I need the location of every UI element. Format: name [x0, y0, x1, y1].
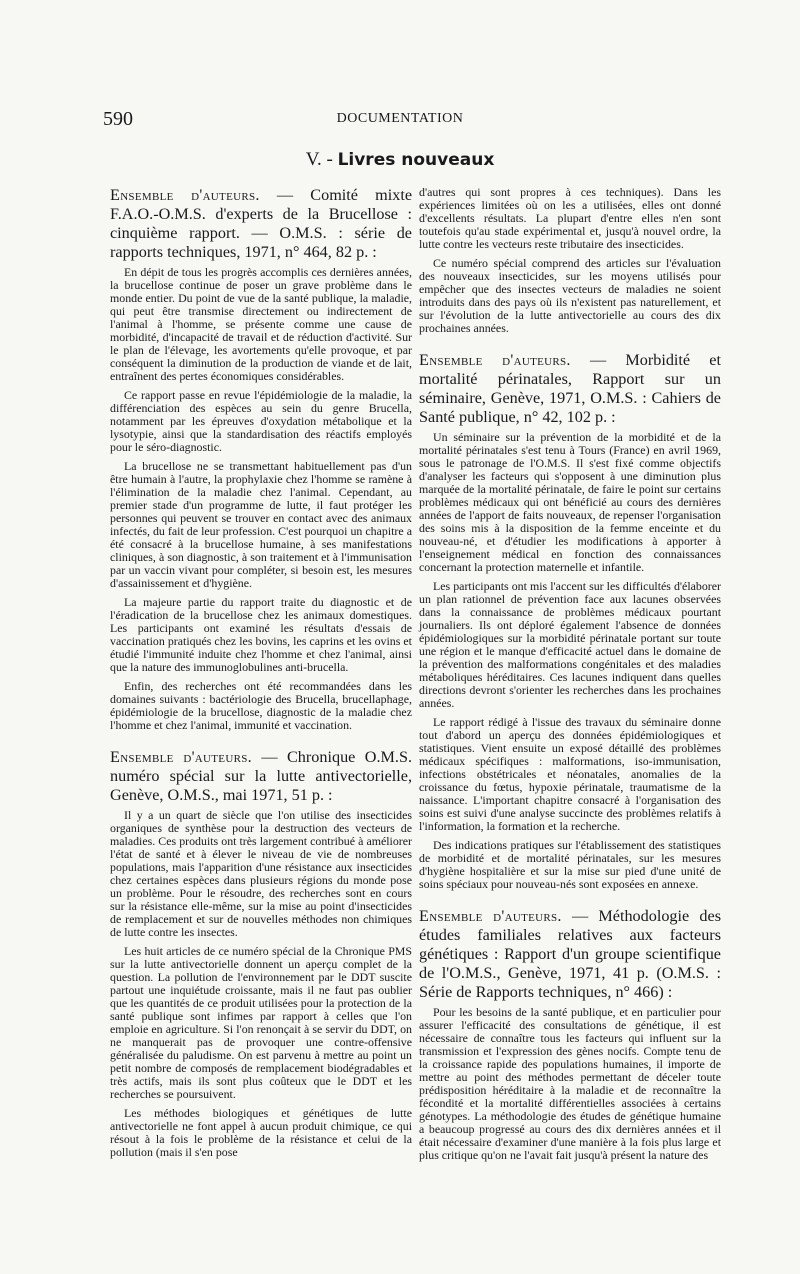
paragraph: La brucellose ne se transmettant habituellement pas d'un être humain à l'autre, la prophylaxie chez l'homme se ramène à l'élimination de la maladie chez l'animal. Cependant, au premier stade d'un programme de lutte, il faut protéger les personnes qui peuvent se trouver en contact avec des animaux infectés, du fait de leur profession. C'est pourquoi un chapitre a été consacré à la brucellose humaine, à ses manifestations cliniques, à son diagnostic, à son traitement et à l'immunisation par un vaccin vivant pour compléter, si besoin est, les mesures d'assainissement et d'hygiène.: [110, 459, 412, 590]
right-column: [419, 186, 721, 1168]
paragraph: Pour les besoins de la santé publique, et en particulier pour assurer l'efficacité des consultations de génétique, il est nécessaire de connaître tous les facteurs qui influent sur la transmission et l'expression des gènes nocifs. Compte tenu de la croissance rapide des populations humaines, il importe de mettre au point des méthodes permettant de déceler toute prédisposition héréditaire à la maladie et de reconnaître la fécondité et la mortalité différentielles associées à certains génotypes. La méthodologie des études de génétique humaine a beaucoup progressé au cours des dix dernières années et il était nécessaire d'examiner d'une manière à la fois plus large et plus critique qu'on ne l'avait fait jusqu'à présent la nature des: [419, 1005, 721, 1162]
entry-heading: [110, 186, 412, 262]
section-title-text: Livres nouveaux: [337, 150, 495, 170]
paragraph: Un séminaire sur la prévention de la morbidité et de la mortalité périnatales s'est tenu à Tours (France) en avril 1969, sous le patronage de l'O.M.S. Il s'est fixé comme objectifs d'analyser les facteurs qui s'opposent à une diminution plus marquée de la mortalité périnatale, de faire le point sur certains problèmes médicaux qui ont bénéficié au cours des dernières années de l'apport de faits nouveaux, de repenser l'organisation des soins mis à la disposition de la femme enceinte et du nouveau-né, et d'étudier les modifications à apporter à l'enseignement médical en fonction des connaissances concernant la protection maternelle et infantile.: [419, 430, 721, 574]
page-number: 590: [103, 108, 133, 130]
entry-heading: [419, 351, 721, 427]
paragraph: La majeure partie du rapport traite du diagnostic et de l'éradication de la brucellose chez les animaux domestiques. Les participants ont examiné les résultats d'essais de vaccination pratiqués chez les bovins, les caprins et les ovins et étudié l'immunité induite chez l'homme et chez l'animal, ainsi que la nature des immunoglobulines anti-brucella.: [110, 595, 412, 674]
paragraph: Les méthodes biologiques et génétiques de lutte antivectorielle ne font appel à aucun produit chimique, ce qui résout à la fois le problème de la résistance et celui de la pollution (mais il s'en pose: [110, 1106, 412, 1159]
paragraph: Les huit articles de ce numéro spécial de la Chronique PMS sur la lutte antivectorielle donnent un aperçu complet de la question. La pollution de l'environnement par le DDT suscite partout une inquiétude croissante, mais il ne faut pas oublier que les quantités de ce produit utilisées pour la protection de la santé publique sont infimes par rapport à celles que l'on emploie en agriculture. Si l'on renonçait à se servir du DDT, on ne manquerait pas de provoquer une contre-offensive généralisée du paludisme. On est parvenu à mettre au point un petit nombre de composés de remplacement biodégradables et très actifs, mais ils sont plus coûteux que le DDT et les recherches se poursuivent.: [110, 944, 412, 1101]
entry-title: — Chronique O.M.S. numéro spécial sur la lutte antivectorielle, Genève, O.M.S., mai 1971, 51 p. :: [110, 748, 412, 804]
entry-author: Ensemble d'auteurs.: [110, 186, 260, 204]
entry-title: — Méthodologie des études familiales relatives aux facteurs génétiques : Rapport d'un groupe scientifique de l'O.M.S., Genève, 1971, 41 p. (O.M.S. : Série de Rapports techniques, n° 466) :: [419, 907, 721, 1001]
paragraph: Les participants ont mis l'accent sur les difficultés d'élaborer un plan rationnel de prévention face aux lacunes observées dans la connaissance de problèmes médicaux pourtant journaliers. Ils ont déploré également l'absence de données épidémiologiques sur la morbidité périnatale portant sur toute une région et le manque d'efficacité actuel dans le domaine de la prévention des malformations congénitales et des maladies métaboliques héréditaires. Ces lacunes indiquent dans quelles directions devront s'orienter les recherches dans les prochaines années.: [419, 579, 721, 710]
paragraph: Le rapport rédigé à l'issue des travaux du séminaire donne tout d'abord un aperçu des données épidémiologiques et statistiques. Vient ensuite un exposé détaillé des problèmes médicaux spécifiques : malformations, iso-immunisation, infections obstétricales et néonatales, anomalies de la croissance du fœtus, hypoxie périnatale, traumatisme de la naissance. L'important chapitre consacré à l'organisation des soins est suivi d'une analyse succincte des problèmes relatifs à l'information, la formation et la recherche.: [419, 715, 721, 833]
paragraph: d'autres qui sont propres à ces techniques). Dans les expériences limitées où on les a utilisées, elles ont donné d'excellents résultats. La plupart d'entre elles n'en sont toutefois qu'au stade expérimental et, jusqu'à nouvel ordre, la lutte contre les vecteurs reste tributaire des insecticides.: [419, 185, 721, 251]
entry-author: Ensemble d'auteurs.: [419, 907, 562, 925]
running-head: DOCUMENTATION: [336, 111, 464, 126]
entry-author: Ensemble d'auteurs.: [419, 351, 571, 369]
entry-title: — Comité mixte F.A.O.-O.M.S. d'experts de la Brucellose : cinquième rapport. — O.M.S. : série de rapports techniques, 1971, n° 464, 82 p. :: [110, 186, 413, 261]
paragraph: Des indications pratiques sur l'établissement des statistiques de morbidité et de mortalité périnatales, sur les mesures d'hygiène hospitalière et sur la mise sur pied d'une unité de soins spéciaux pour nouveau-nés sont exposées en annexe.: [419, 838, 721, 891]
paragraph: En dépit de tous les progrès accomplis ces dernières années, la brucellose continue de poser un grave problème dans le monde entier. Du point de vue de la santé publique, la maladie, qui peut être transmise directement ou indirectement de l'animal à l'homme, se présente comme une cause de morbidité, d'incapacité de travail et de réduction d'activité. Sur le plan de l'élevage, les avortements qu'elle provoque, et par conséquent la diminution de la production de viande et de lait, entraînent des pertes économiques considérables.: [110, 265, 412, 383]
entry-heading: [419, 907, 721, 1002]
paragraph: Ce rapport passe en revue l'épidémiologie de la maladie, la différenciation des espèces au sein du genre Brucella, notamment par les épreuves d'oxydation métabolique et la lysotypie, ainsi que la standardisation des réactifs employés pour le séro-diagnostic.: [110, 388, 412, 454]
left-column: [110, 186, 412, 1165]
entry-author: Ensemble d'auteurs.: [110, 748, 252, 766]
section-title: [0, 149, 800, 171]
page-header: [0, 0, 800, 170]
paragraph: Ce numéro spécial comprend des articles sur l'évaluation des nouveaux insecticides, sur les moyens utilisés pour empêcher que des insectes vecteurs de maladies ne soient introduits dans des pays où ils n'existent pas naturellement, et sur l'évolution de la lutte antivectorielle au cours des dix prochaines années.: [419, 256, 721, 335]
paragraph: Enfin, des recherches ont été recommandées dans les domaines suivants : bactériologie des Brucella, brucellaphage, épidémiologie de la brucellose, diagnostic de la maladie chez l'homme et chez l'animal, immunité et vaccination.: [110, 679, 412, 732]
entry-title: — Morbidité et mortalité périnatales, Rapport sur un séminaire, Genève, 1971, O.M.S. : Cahiers de Santé publique, n° 42, 102 p. :: [419, 351, 721, 426]
paragraph: Il y a un quart de siècle que l'on utilise des insecticides organiques de synthèse pour la destruction des vecteurs de maladies. Ces produits ont très largement contribué à améliorer l'état de santé et à élever le niveau de vie de nombreuses populations, mais l'apparition d'une résistance aux insecticides chez certaines espèces dans plusieurs régions du monde pose un problème. Pour le résoudre, des recherches sont en cours sur la résistance elle-même, sur la mise au point d'insecticides de remplacement et sur de nouvelles méthodes non chimiques de lutte contre les insectes.: [110, 808, 412, 939]
section-roman: V. -: [305, 149, 338, 170]
entry-heading: [110, 748, 412, 805]
